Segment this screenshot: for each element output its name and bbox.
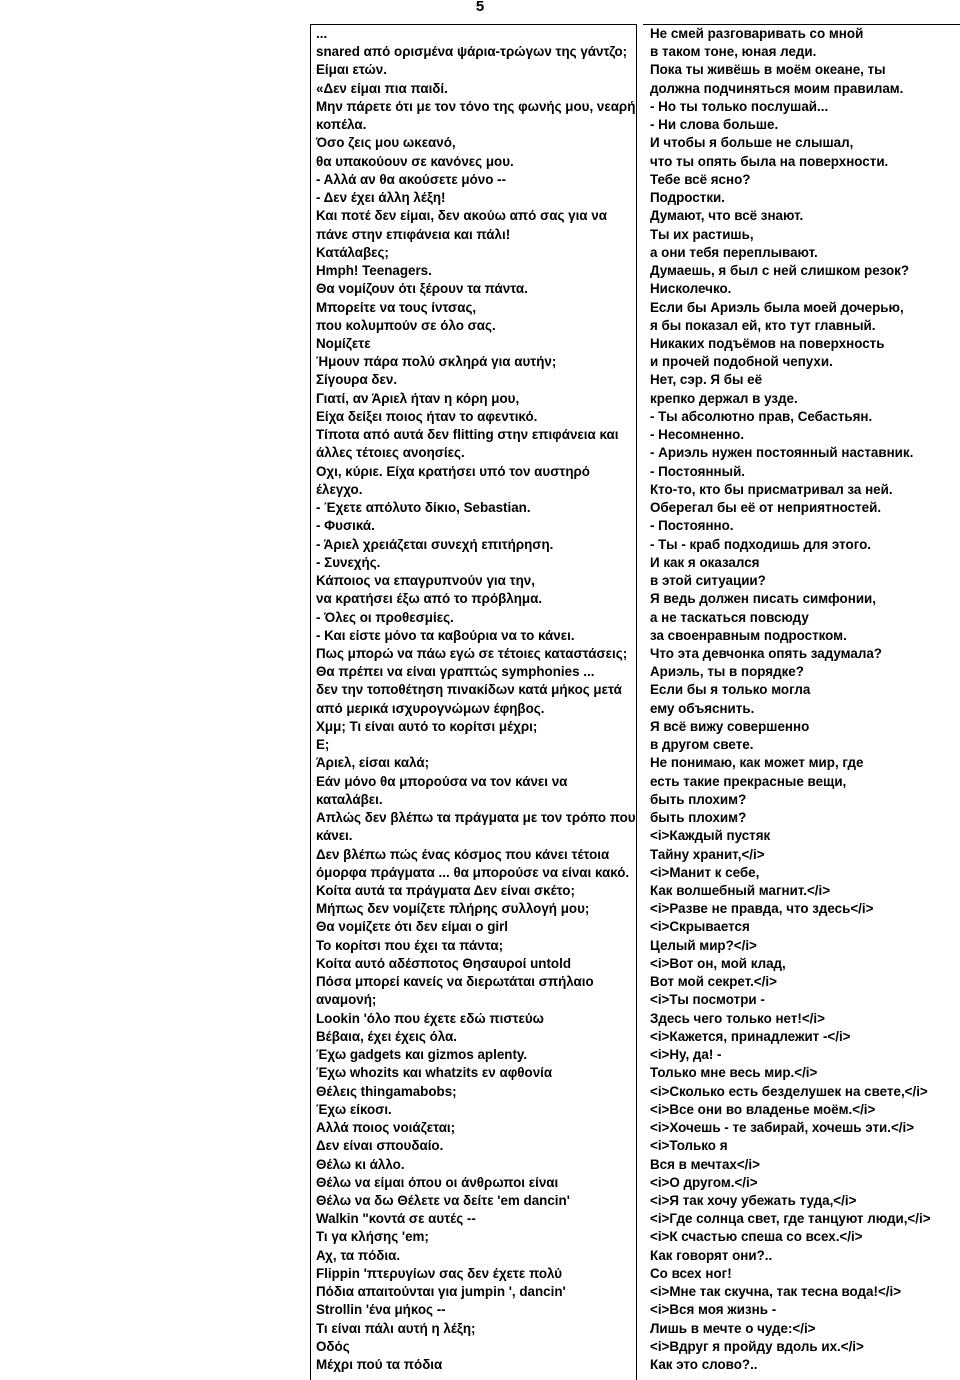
russian-subtitle-line: и прочей подобной чепухи. (650, 354, 833, 370)
greek-subtitle-line: Εάν μόνο θα μπορούσα να τον κάνει να (316, 773, 568, 789)
greek-subtitle-line: Δεν βλέπω πώς ένας κόσμος που κάνει τέτοια (316, 846, 610, 862)
greek-subtitle-line: αναμονή; (316, 992, 377, 1008)
greek-subtitle-line: Πως μπορώ να πάω εγώ σε τέτοιες καταστάσεις; (316, 645, 628, 661)
russian-subtitle-line: Подростки. (650, 190, 725, 206)
greek-subtitle-line: Τι είναι πάλι αυτή η λέξη; (316, 1320, 476, 1336)
russian-subtitle-line: я бы показал ей, кто тут главный. (650, 317, 876, 333)
greek-subtitle-line: Οχι, κύριε. Είχα κρατήσει υπό τον αυστηρό (316, 463, 590, 479)
greek-subtitle-line: Το κορίτσι που έχει τα πάντα; (316, 937, 504, 953)
greek-subtitle-line: από μερικά ισχυρογνώμων έφηβος. (316, 700, 545, 716)
greek-subtitle-line: - Και είστε μόνο τα καβούρια να το κάνει. (316, 627, 575, 643)
greek-subtitle-line: Θα νομίζουν ότι ξέρουν τα πάντα. (316, 281, 528, 297)
greek-subtitle-line: όμορφα πράγματα ... θα μπορούσε να είναι κακό. (316, 864, 630, 880)
greek-subtitle-line: Όσο ζεις μου ωκεανό, (316, 135, 456, 151)
russian-subtitle-line: Я ведь должен писать симфонии, (650, 591, 877, 607)
russian-subtitle-line: Нет, сэр. Я бы её (650, 372, 763, 388)
greek-subtitle-line: Μήπως δεν νομίζετε πλήρης συλλογή μου; (316, 901, 590, 917)
russian-subtitle-line: Тайну хранит,</i> (650, 846, 765, 862)
greek-subtitle-line: «Δεν είμαι πια παιδί. (316, 80, 448, 96)
russian-subtitle-line: <i>О другом.</i> (650, 1174, 758, 1190)
greek-subtitle-line: που κολυμπούν σε όλο σας. (316, 317, 496, 333)
russian-subtitle-line: Вот мой секрет.</i> (650, 974, 777, 990)
russian-subtitle-line: <i>Хочешь - те забирай, хочешь эти.</i> (650, 1120, 915, 1136)
greek-subtitle-line: Έχω whozits και whatzits εν αφθονία (316, 1065, 553, 1081)
greek-subtitle-line: - Όλες οι προθεσμίες. (316, 609, 454, 625)
russian-subtitle-line: И чтобы я больше не слышал, (650, 135, 854, 151)
russian-subtitle-line: <i>Каждый пустяк (650, 828, 771, 844)
russian-subtitle-line: - Ты абсолютно прав, Себастьян. (650, 408, 873, 424)
greek-subtitle-line: Έχω gadgets και gizmos aplenty. (316, 1047, 528, 1063)
greek-subtitle-line: Flippin 'πτερυγίων σας δεν έχετε πολύ (316, 1265, 563, 1281)
russian-subtitle-line: крепко держал в узде. (650, 390, 798, 406)
greek-subtitle-line: Απλώς δεν βλέπω τα πράγματα με τον τρόπο που (316, 810, 636, 826)
greek-subtitle-line: Strollin 'ένα μήκος -- (316, 1302, 446, 1318)
russian-subtitle-line: быть плохим? (650, 810, 747, 826)
greek-subtitle-line: Hmph! Teenagers. (316, 263, 432, 279)
russian-subtitle-line: <i>Все они во владенье моём.</i> (650, 1101, 876, 1117)
greek-subtitle-line: Πόσα μπορεί κανείς να διερωτάται σπήλαιο (316, 974, 594, 990)
russian-subtitle-line: - Ни слова больше. (650, 117, 779, 133)
greek-subtitle-line: Θέλω κι άλλο. (316, 1156, 405, 1172)
page-number: 5 (475, 0, 485, 15)
russian-subtitle-line: <i>Только я (650, 1138, 728, 1154)
greek-subtitle-line: Οδός (316, 1338, 350, 1354)
russian-subtitle-line: Кто-то, кто бы присматривал за ней. (650, 481, 893, 497)
russian-subtitle-line: Оберегал бы её от неприятностей. (650, 500, 882, 516)
russian-subtitle-line: есть такие прекрасные вещи, (650, 773, 847, 789)
greek-subtitle-line: - Φυσικά. (316, 518, 375, 534)
greek-subtitle-line: Πόδια απαιτούνται για jumpin ', dancin' (316, 1284, 566, 1300)
greek-subtitle-line: κοπέλα. (316, 117, 367, 133)
greek-subtitle-line: Δεν είναι σπουδαίο. (316, 1138, 444, 1154)
russian-subtitle-line: <i>Ну, да! - (650, 1047, 722, 1063)
russian-subtitle-line: что ты опять была на поверхности. (650, 153, 889, 169)
greek-subtitle-line: Μπορείτε να τους ίντσας, (316, 299, 477, 315)
russian-subtitle-line: в таком тоне, юная леди. (650, 44, 817, 60)
russian-subtitle-line: в этой ситуации? (650, 573, 766, 589)
greek-subtitle-line: Κοίτα αυτά τα πράγματα Δεν είναι σκέτο; (316, 883, 575, 899)
russian-subtitle-line: Пока ты живёшь в моём океане, ты (650, 62, 886, 78)
russian-subtitle-line: Со всех ног! (650, 1265, 732, 1281)
russian-subtitle-line: <i>Скрывается (650, 919, 750, 935)
russian-subtitle-line: Как волшебный магнит.</i> (650, 883, 831, 899)
russian-subtitle-column (643, 24, 960, 1380)
russian-subtitle-line: <i>Манит к себе, (650, 864, 760, 880)
greek-subtitle-line: Θα πρέπει να είναι γραπτώς symphonies ... (316, 664, 595, 680)
greek-subtitle-line: Είμαι ετών. (316, 62, 387, 78)
russian-subtitle-line: Тебе всё ясно? (650, 171, 751, 187)
greek-subtitle-line: να κρατήσει έξω από το πρόβλημα. (316, 591, 543, 607)
russian-subtitle-line: ему объяснить. (650, 700, 755, 716)
russian-subtitle-line: Никаких подъёмов на поверхность (650, 335, 885, 351)
greek-subtitle-line: Σίγουρα δεν. (316, 372, 398, 388)
greek-subtitle-line: Νομίζετε (316, 335, 371, 351)
greek-subtitle-line: - Αλλά αν θα ακούσετε μόνο -- (316, 171, 507, 187)
greek-subtitle-line: Κατάλαβες; (316, 244, 389, 260)
russian-subtitle-line: - Ариэль нужен постоянный наставник. (650, 445, 914, 461)
russian-subtitle-line: <i>Разве не правда, что здесь</i> (650, 901, 874, 917)
russian-subtitle-line: <i>Сколько есть безделушек на свете,</i> (650, 1083, 928, 1099)
russian-subtitle-line: быть плохим? (650, 791, 747, 807)
greek-subtitle-line: θα υπακούουν σε κανόνες μου. (316, 153, 514, 169)
greek-subtitle-line: - Συνεχής. (316, 554, 381, 570)
russian-subtitle-line: Нисколечко. (650, 281, 732, 297)
russian-subtitle-line: Ариэль, ты в порядке? (650, 664, 804, 680)
greek-subtitle-line: - Έχετε απόλυτο δίκιο, Sebastian. (316, 500, 531, 516)
greek-subtitle-line: έλεγχο. (316, 481, 363, 497)
russian-subtitle-line: Лишь в мечте о чуде:</i> (650, 1320, 816, 1336)
russian-subtitle-line: Я всё вижу совершенно (650, 718, 810, 734)
russian-subtitle-line: <i>Вся моя жизнь - (650, 1302, 777, 1318)
russian-subtitle-line: И как я оказался (650, 554, 760, 570)
russian-subtitle-line: - Несомненно. (650, 427, 745, 443)
russian-subtitle-line: Если бы я только могла (650, 682, 811, 698)
russian-subtitle-line: <i>Где солнца свет, где танцуют люди,</i> (650, 1211, 931, 1227)
greek-subtitle-line: Θα νομίζετε ότι δεν είμαι ο girl (316, 919, 509, 935)
russian-subtitle-line: <i>Кажется, принадлежит -</i> (650, 1028, 851, 1044)
greek-subtitle-line: Τι γα κλήσης 'em; (316, 1229, 429, 1245)
greek-subtitle-line: Είχα δείξει ποιος ήταν το αφεντικό. (316, 408, 538, 424)
russian-subtitle-line: Целый мир?</i> (650, 937, 757, 953)
greek-subtitle-line: Walkin "κοντά σε αυτές -- (316, 1211, 476, 1227)
russian-subtitle-line: <i>Мне так скучна, так тесна вода!</i> (650, 1284, 902, 1300)
russian-subtitle-line: - Ты - краб подходишь для этого. (650, 536, 872, 552)
russian-subtitle-line: Ты их растишь, (650, 226, 754, 242)
russian-subtitle-line: <i>Вот он, мой клад, (650, 955, 786, 971)
russian-subtitle-line: Как это слово?.. (650, 1357, 758, 1373)
greek-subtitle-line: Αλλά ποιος νοιάζεται; (316, 1120, 456, 1136)
greek-subtitle-line: Ε; (316, 737, 330, 753)
greek-subtitle-line: Και ποτέ δεν είμαι, δεν ακούω από σας για να (316, 208, 607, 224)
greek-subtitle-line: Άριελ, είσαι καλά; (316, 755, 430, 771)
greek-subtitle-column (310, 24, 637, 1380)
russian-subtitle-line: <i>Вдруг я пройду вдоль их.</i> (650, 1338, 864, 1354)
russian-subtitle-line: <i>Ты посмотри - (650, 992, 765, 1008)
russian-subtitle-line: - Постоянно. (650, 518, 734, 534)
greek-subtitle-line: Χμμ; Τι είναι αυτό το κορίτσι μέχρι; (316, 718, 538, 734)
greek-subtitle-line: - Άριελ χρειάζεται συνεχή επιτήρηση. (316, 536, 554, 552)
greek-subtitle-line: Θέλω να δω Θέλετε να δείτε 'em dancin' (316, 1193, 570, 1208)
greek-subtitle-line: snared από ορισμένα ψάρια-τρώγων της γάντζο; (316, 44, 628, 60)
russian-subtitle-line: а не таскаться повсюду (650, 609, 809, 625)
greek-subtitle-line: - Δεν έχει άλλη λέξη! (316, 190, 446, 206)
russian-subtitle-line: а они тебя переплывают. (650, 244, 818, 260)
russian-subtitle-line: Если бы Ариэль была моей дочерью, (650, 299, 904, 315)
greek-subtitle-line: Έχω είκοσι. (316, 1101, 392, 1117)
greek-subtitle-line: Μέχρι πού τα πόδια (316, 1357, 443, 1373)
russian-subtitle-line: Здесь чего только нет!</i> (650, 1010, 825, 1026)
greek-subtitle-line: Μην πάρετε ότι με τον τόνο της φωνής μου, νεαρή (316, 98, 636, 114)
russian-subtitle-line: Что эта девчонка опять задумала? (650, 645, 882, 661)
greek-subtitle-line: Θέλεις thingamabobs; (316, 1083, 457, 1099)
russian-subtitle-line: Думают, что всё знают. (650, 208, 804, 224)
greek-subtitle-line: ... (316, 26, 328, 41)
russian-subtitle-line: Думаешь, я был с ней слишком резок? (650, 263, 910, 279)
greek-subtitle-line: δεν την τοποθέτηση πινακίδων κατά μήκος μετά (316, 682, 622, 698)
greek-subtitle-line: Γιατί, αν Άριελ ήταν η κόρη μου, (316, 390, 520, 406)
greek-subtitle-line: Βέβαια, έχει έχεις όλα. (316, 1028, 457, 1044)
russian-subtitle-line: должна подчиняться моим правилам. (650, 80, 904, 96)
russian-subtitle-line: Не понимаю, как может мир, где (650, 755, 864, 771)
russian-subtitle-line: <i>К счастью спеша со всех.</i> (650, 1229, 863, 1245)
russian-subtitle-line: - Постоянный. (650, 463, 746, 479)
russian-subtitle-line: в другом свете. (650, 737, 754, 753)
greek-subtitle-line: πάνε στην επιφάνεια και πάλι! (316, 226, 511, 242)
russian-subtitle-line: - Но ты только послушай... (650, 98, 829, 114)
russian-subtitle-line: Не смей разговаривать со мной (650, 26, 864, 41)
greek-subtitle-line: κάνει. (316, 828, 353, 844)
greek-subtitle-line: Ήμουν πάρα πολύ σκληρά για αυτήν; (316, 354, 557, 370)
greek-subtitle-line: Κάποιος να επαγρυπνούν για την, (316, 573, 535, 589)
greek-subtitle-line: Αχ, τα πόδια. (316, 1247, 401, 1263)
greek-subtitle-line: Θέλω να είμαι όπου οι άνθρωποι είναι (316, 1174, 559, 1190)
russian-subtitle-line: за своенравным подростком. (650, 627, 847, 643)
greek-subtitle-line: Lookin 'όλο που έχετε εδώ πιστεύω (316, 1010, 544, 1026)
russian-subtitle-line: <i>Я так хочу убежать туда,</i> (650, 1193, 857, 1208)
russian-subtitle-line: Как говорят они?.. (650, 1247, 773, 1263)
greek-subtitle-line: Κοίτα αυτό αδέσποτος Θησαυροί untold (316, 955, 572, 971)
russian-subtitle-line: Вся в мечтах</i> (650, 1156, 760, 1172)
greek-subtitle-line: άλλες τέτοιες ανοησίες. (316, 445, 465, 461)
russian-subtitle-line: Только мне весь мир.</i> (650, 1065, 818, 1081)
greek-subtitle-line: Τίποτα από αυτά δεν flitting στην επιφάνεια και (316, 427, 619, 443)
greek-subtitle-line: καταλάβει. (316, 791, 383, 807)
